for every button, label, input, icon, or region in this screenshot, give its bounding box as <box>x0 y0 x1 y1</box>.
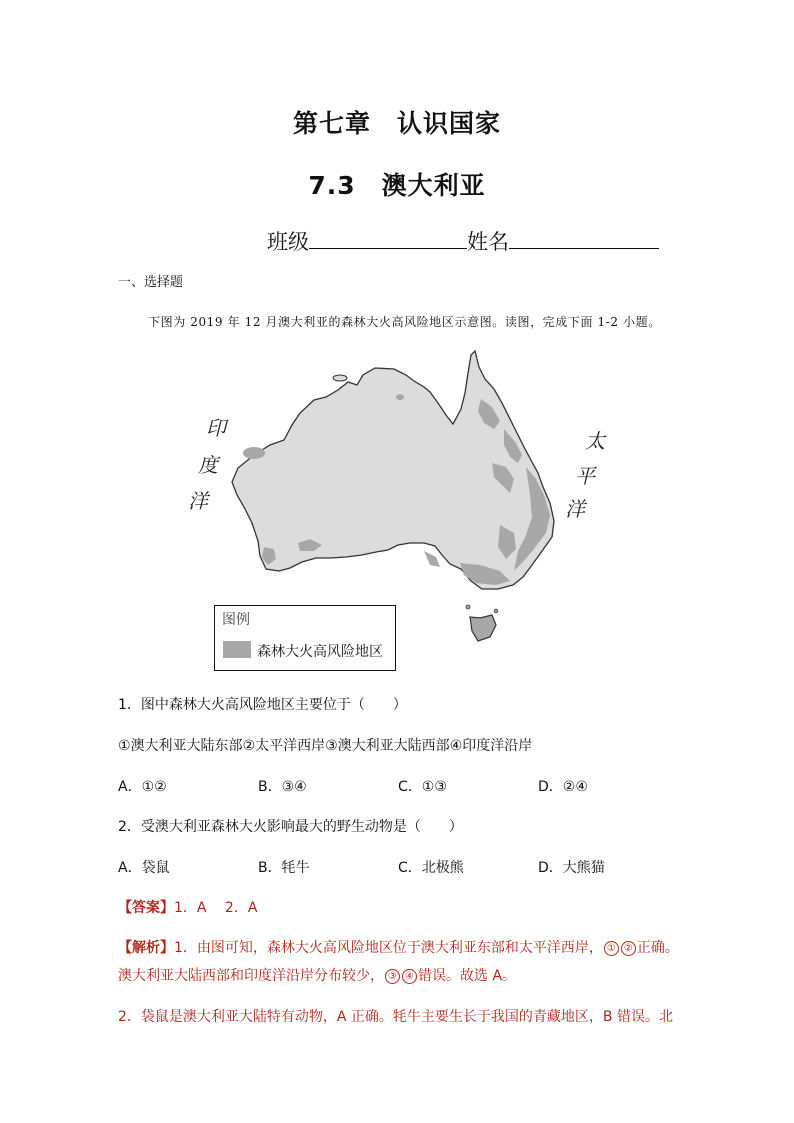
section-heading: 一、选择题 <box>118 275 184 290</box>
statement-4-num: ④ <box>449 738 463 754</box>
question-2-option-a[interactable] <box>118 857 170 877</box>
class-blank[interactable] <box>309 226 467 249</box>
indian-ocean-char-3: 洋 <box>188 489 208 513</box>
indian-ocean-char-2: 度 <box>198 453 218 477</box>
risk-area-north <box>396 394 404 400</box>
analysis-num: ① <box>604 941 619 956</box>
question-2-option-c[interactable] <box>398 857 464 877</box>
name-label: 姓名 <box>467 230 509 254</box>
analysis-num: ④ <box>402 969 417 984</box>
option-letter: D． <box>538 860 563 876</box>
legend-title: 图例 <box>222 612 250 628</box>
island-dot <box>494 609 498 613</box>
statement-2-num: ② <box>242 738 256 754</box>
option-letter: D． <box>538 779 563 795</box>
option-num: ② <box>562 779 576 795</box>
option-letter: A． <box>118 860 142 876</box>
option-num: ④ <box>294 779 307 795</box>
pacific-ocean-char-1: 太 <box>585 429 605 453</box>
analysis-text: 澳大利亚大陆西部和印度洋沿岸分布较少， <box>118 968 384 984</box>
indian-ocean-char-1: 印 <box>206 416 226 440</box>
option-text: 袋鼠 <box>141 860 170 876</box>
option-letter: B． <box>258 860 282 876</box>
question-1-option-b[interactable] <box>258 776 307 796</box>
question-2-option-b[interactable] <box>258 857 310 877</box>
chapter-title: 第七章 认识国家 <box>292 109 501 138</box>
risk-area-northwest <box>243 447 265 459</box>
map-legend <box>214 605 396 671</box>
risk-area-sa <box>424 551 440 567</box>
statement-1-text: 澳大利亚大陆东部 <box>130 738 243 754</box>
student-info-row <box>267 226 659 256</box>
class-label: 班级 <box>267 230 309 254</box>
pacific-ocean-char-2: 平 <box>575 464 595 488</box>
question-1-stem: 1．图中森林大火高风险地区主要位于（ ） <box>118 697 407 713</box>
legend-label: 森林大火高风险地区 <box>257 644 383 660</box>
answer-line <box>118 897 257 917</box>
analysis-num: ② <box>621 941 636 956</box>
question-2-option-d[interactable] <box>538 857 605 877</box>
option-letter: C． <box>398 779 422 795</box>
legend-swatch <box>223 641 251 658</box>
option-num: ③ <box>434 779 447 795</box>
option-text: 大熊猫 <box>562 860 605 876</box>
name-blank[interactable] <box>509 226 659 249</box>
question-2-stem: 2．受澳大利亚森林大火影响最大的野生动物是（ ） <box>118 819 463 835</box>
analysis-text: 错误。故选 A。 <box>418 968 517 984</box>
pacific-ocean-char-3: 洋 <box>565 497 585 521</box>
question-1-option-c[interactable] <box>398 776 447 796</box>
answer-text: 1．A 2．A <box>174 900 258 916</box>
option-letter: B． <box>258 779 282 795</box>
analysis-text: 正确。 <box>636 940 679 956</box>
option-num: ④ <box>575 779 588 795</box>
option-num: ① <box>141 779 155 795</box>
analysis-text: 1．由图可知，森林大火高风险地区位于澳大利亚东部和太平洋西岸， <box>174 940 603 956</box>
analysis-label: 【解析】 <box>118 940 174 956</box>
question-1-option-a[interactable] <box>118 776 167 796</box>
tasmania-shape <box>470 615 496 641</box>
question-1-option-d[interactable] <box>538 776 588 796</box>
statement-3-text: 澳大利亚大陆西部 <box>337 738 450 754</box>
intro-text: 下图为 2019 年 12 月澳大利亚的森林大火高风险地区示意图。读图，完成下面 1-2 小题。 <box>148 315 661 329</box>
statement-3-num: ③ <box>325 738 338 754</box>
option-num: ① <box>421 779 435 795</box>
statement-1-num: ① <box>118 738 131 754</box>
island-shape <box>333 375 347 381</box>
statement-2-text: 太平洋西岸 <box>255 738 326 754</box>
option-letter: C． <box>398 860 422 876</box>
statement-4-text: 印度洋沿岸 <box>462 738 533 754</box>
analysis-line-1 <box>118 937 679 957</box>
analysis-num: ③ <box>385 969 400 984</box>
option-num: ③ <box>281 779 295 795</box>
option-text: 北极熊 <box>421 860 464 876</box>
option-num: ② <box>154 779 167 795</box>
island-dot <box>466 605 470 609</box>
analysis-line-3: 2．袋鼠是澳大利亚大陆特有动物，A 正确。牦牛主要生长于我国的青藏地区，B 错误。北 <box>118 1009 673 1025</box>
lesson-title: 7.3 澳大利亚 <box>308 171 486 200</box>
analysis-line-2 <box>118 965 516 985</box>
answer-label: 【答案】 <box>118 900 174 916</box>
option-letter: A． <box>118 779 142 795</box>
option-text: 牦牛 <box>281 860 310 876</box>
question-1-statements <box>118 735 532 755</box>
